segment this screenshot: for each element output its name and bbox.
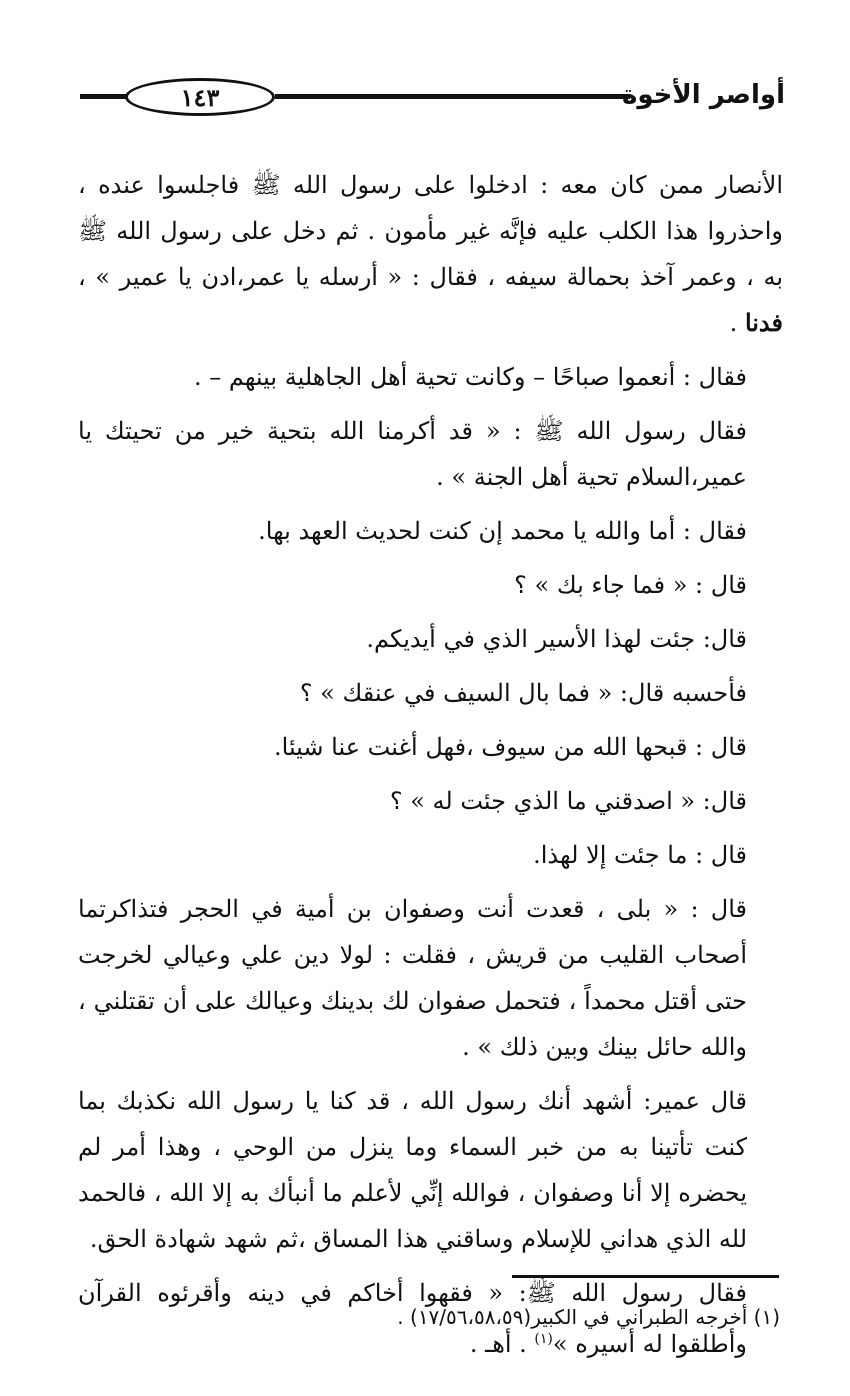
paragraph-4: فقال : أما والله يا محمد إن كنت لحديث العهد بها. <box>258 517 747 545</box>
paragraph-9: قال: « اصدقني ما الذي جئت له » ؟ <box>389 787 747 815</box>
bold-word: فدنا <box>744 308 783 337</box>
header-rule-left <box>80 94 128 99</box>
paragraph-6: قال: جئت لهذا الأسير الذي في أيديكم. <box>366 625 747 653</box>
footnote-reference[interactable]: (١) <box>534 1331 553 1347</box>
page-header <box>80 70 785 120</box>
paragraph-11: قال : « بلى ، قعدت أنت وصفوان بن أمية في الحجر فتذاكرتما أصحاب القليب من قريش ، فقلت : لولا دين علي وعيالي لخرجت حتى أقتل محمداً ، فتحمل صفوان لك بدينك وعيالك على أن تقتلني ، والله حائل بينك وبين ذلك » . <box>78 895 747 1061</box>
paragraph-7: فأحسبه قال: « فما بال السيف في عنقك » ؟ <box>299 679 747 707</box>
running-title: أواصر الأخوة <box>622 80 785 110</box>
page-number-oval <box>125 78 275 116</box>
paragraph-2: فقال : أنعموا صباحًا – وكانت تحية أهل الجاهلية بينهم – . <box>194 363 747 391</box>
header-rule-right <box>275 94 630 99</box>
paragraph-10: قال : ما جئت إلا لهذا. <box>533 841 747 869</box>
page-number: ١٤٣ <box>180 82 220 112</box>
footnote: (١) أخرجه الطبراني في الكبير(١٧/٥٦،٥٨،٥٩) . <box>397 1305 780 1329</box>
paragraph-3: فقال رسول الله ﷺ : « قد أكرمنا الله بتحية خير من تحيتك يا عمير،السلام تحية أهل الجنة » . <box>78 417 747 491</box>
body-text <box>78 162 783 1375</box>
paragraph-1: الأنصار ممن كان معه : ادخلوا على رسول الله ﷺ فاجلسوا عنده ، واحذروا هذا الكلب عليه فإنَّه غير مأمون . ثم دخل على رسول الله ﷺ به ، وعمر آخذ بحمالة سيفه ، فقال : « أرسله يا عمر،ادن يا عمير » ، فدنا . <box>78 171 783 337</box>
footnote-divider <box>512 1275 779 1278</box>
paragraph-12: قال عمير: أشهد أنك رسول الله ، قد كنا يا رسول الله نكذبك بما كنت تأتينا به من خبر السماء وما ينزل من الوحي ، وهذا أمر لم يحضره إلا أنا وصفوان ، فوالله إنِّي لأعلم ما أنبأك به إلا الله ، فالحمد لله الذي هداني للإسلام وساقني هذا المساق ،ثم شهد شهادة الحق. <box>78 1087 747 1253</box>
paragraph-13: فقال رسول الله ﷺ: « فقهوا أخاكم في دينه وأقرئوه القرآن وأطلقوا له أسيره »$^{(١)}$ . أهـ . <box>78 1279 747 1358</box>
paragraph-8: قال : قبحها الله من سيوف ،فهل أغنت عنا شيئا. <box>274 733 747 761</box>
paragraph-5: قال : « فما جاء بك » ؟ <box>514 571 747 599</box>
